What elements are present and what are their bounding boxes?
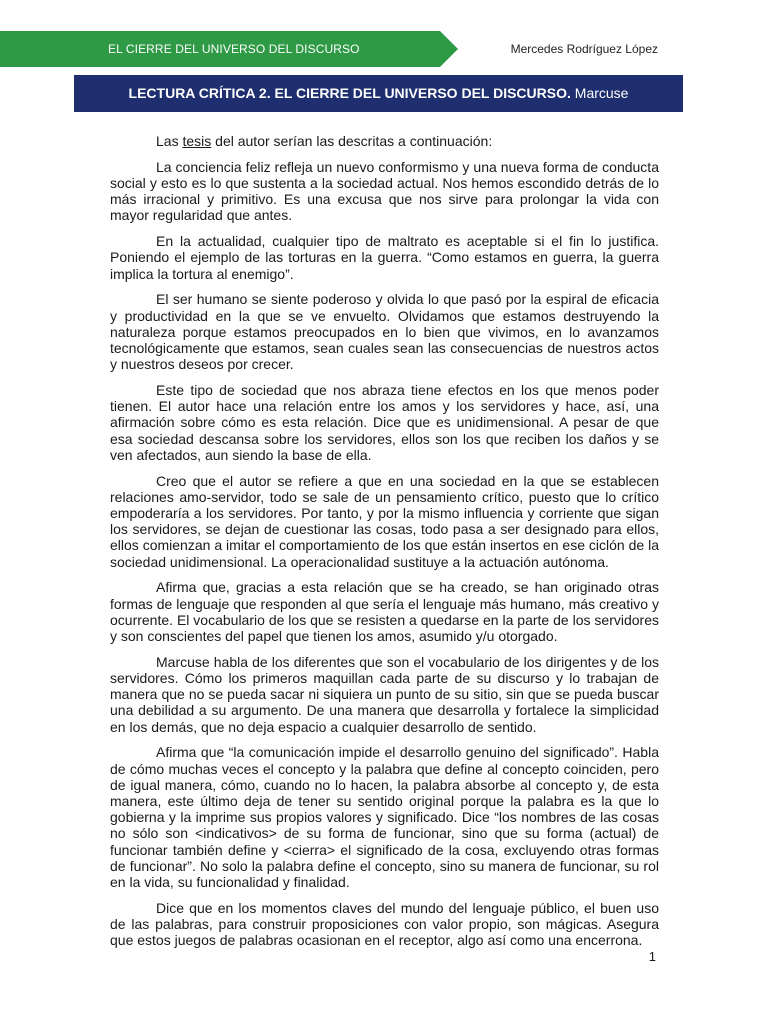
header-author: Mercedes Rodríguez López: [510, 42, 658, 56]
paragraph: Afirma que “la comunicación impide el desarrollo genuino del significado”. Habla de cómo muchas veces el concepto y la palabra que define al concepto coinciden, pero de igual manera, cómo, cuando no lo hacen, la palabra absorbe al concepto y, de esta manera, este último deja de tener su sentido original porque la palabra es la que lo gobierna y la imprime sus propios valores y significado. Dice “los nombres de las cosas no sólo son <indicativos> de su forma de funcionar, sino que su forma (actual) de funcionar también define y <cierra> el significado de la cosa, excluyendo otras formas de funcionar”. No solo la palabra define el concepto, sino su manera de funcionar, su rol en la vida, su funcionalidad y finalidad.: [110, 744, 659, 891]
paragraph: En la actualidad, cualquier tipo de maltrato es aceptable si el fin lo justifica. Poniendo el ejemplo de las torturas en la guerra. “Como estamos en guerra, la guerra implica la tortura al enemigo”.: [110, 233, 659, 282]
document-body: [110, 133, 659, 958]
paragraph: Dice que en los momentos claves del mundo del lenguaje público, el buen uso de las palabras, para construir proposiciones con valor propio, son mágicas. Asegura que estos juegos de palabras ocasionan en el receptor, algo así como una encerrona.: [110, 899, 659, 949]
header-section-title: EL CIERRE DEL UNIVERSO DEL DISCURSO: [108, 42, 360, 56]
paragraph-intro: [110, 133, 659, 149]
title-bold-text: LECTURA CRÍTICA 2. EL CIERRE DEL UNIVERSO DEL DISCURSO.: [128, 85, 571, 101]
intro-text-start: Las: [156, 133, 183, 149]
paragraph: Este tipo de sociedad que nos abraza tiene efectos en los que menos poder tienen. El autor hace una relación entre los amos y los servidores y hace, así, una afirmación sobre cómo es esta relación. Dice que es unidimensional. A pesar de que esa sociedad descansa sobre los servidores, ellos son los que reciben los daños y se ven afectados, aun siendo la base de ella.: [110, 382, 659, 463]
paragraph: Marcuse habla de los diferentes que son el vocabulario de los dirigentes y de los servidores. Cómo los primeros maquillan cada parte de su discurso y lo trabajan de manera que no se pueda sacar ni siquiera un punto de su sitio, sin que se pueda buscar una debilidad a su argumento. De una manera que desarrolla y fortalece la simplicidad en los demás, que no deja espacio a cualquier desarrollo de sentido.: [110, 653, 659, 735]
paragraph: Afirma que, gracias a esta relación que se ha creado, se han originado otras formas de lenguaje que responden al que sería el lenguaje más humano, más creativo y ocurrente. El vocabulario de los que se resisten a quedarse en la parte de los servidores y son conscientes del papel que tienen los amos, asumido y/u otorgado.: [110, 579, 659, 645]
title-author-text: Marcuse: [570, 85, 629, 101]
intro-text-end: del autor serían las descritas a continuación:: [211, 133, 493, 149]
header-ribbon-arrow: [440, 31, 458, 67]
intro-underlined-word: tesis: [182, 133, 212, 149]
document-title: [74, 75, 683, 112]
paragraph: El ser humano se siente poderoso y olvida lo que pasó por la espiral de eficacia y productividad en la que se ve envuelto. Olvidamos que estamos destruyendo la naturaleza porque estamos preocupados en lo bien que vivimos, en lo avanzamos tecnológicamente que estamos, sean cuales sean las consecuencias de nuestros actos y nuestros deseos por crecer.: [110, 291, 659, 373]
page-number: 1: [648, 949, 656, 964]
paragraph: Creo que el autor se refiere a que en una sociedad en la que se establecen relaciones amo-servidor, todo se sale de un pensamiento crítico, puesto que lo crítico empoderaría a los servidores. Por tanto, y por la mismo influencia y corriente que sigan los servidores, se dejan de cuestionar las cosas, todo pasa a ser designado para ellos, ellos comienzan a imitar el comportamiento de los que están insertos en ese ciclón de la sociedad unidimensional. La operacionalidad sustituye a la actuación autónoma.: [110, 472, 659, 570]
paragraph: La conciencia feliz refleja un nuevo conformismo y una nueva forma de conducta social y esto es lo que sustenta a la sociedad actual. Nos hemos escondido detrás de lo más irracional y primitivo. Es una excusa que nos sirve para prolongar la vida con mayor regularidad que antes.: [110, 158, 659, 224]
